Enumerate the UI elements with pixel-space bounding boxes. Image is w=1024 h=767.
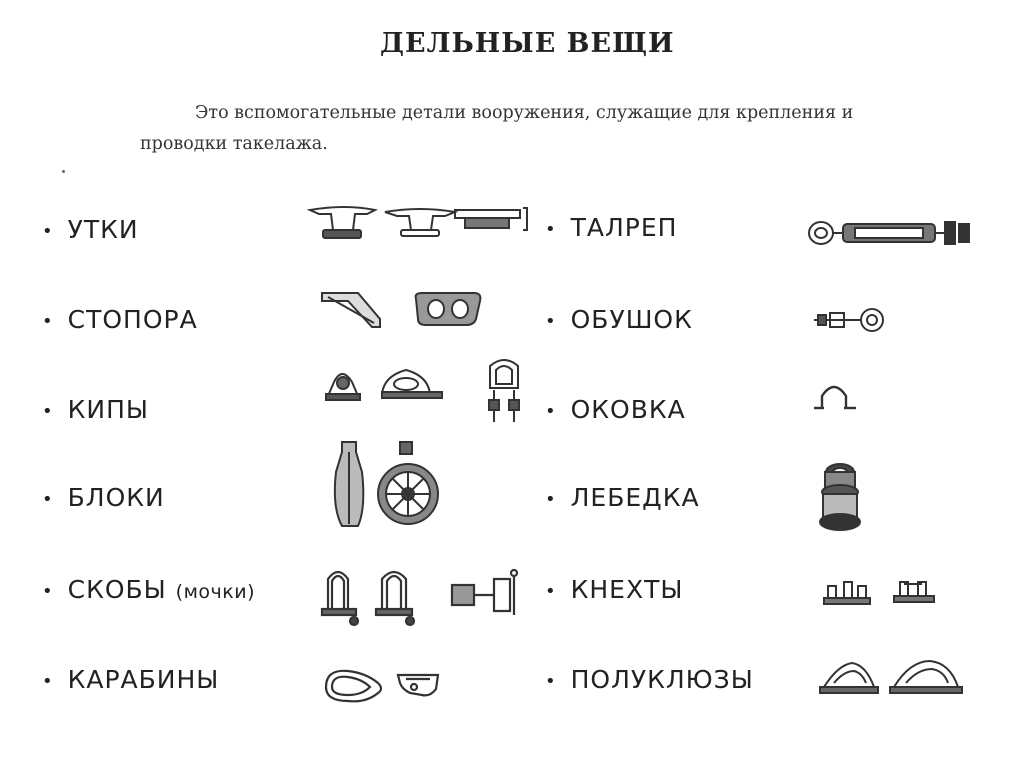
item-label: ОКОВКА — [570, 395, 686, 424]
bullet: • — [545, 218, 557, 240]
cleat-illustration — [305, 200, 530, 245]
stopper-illustration — [318, 285, 488, 335]
bullet: • — [545, 580, 557, 602]
shackle-illustration — [318, 565, 523, 630]
item-note: (мочки) — [175, 581, 256, 603]
bollard-illustration — [822, 572, 942, 608]
intro-text: Это вспомогательные детали вооружения, служащие для крепления и проводки такелажа. — [140, 103, 854, 154]
chock-illustration — [322, 356, 527, 431]
block-illustration — [322, 438, 457, 533]
item-label: УТКИ — [67, 215, 139, 244]
bullet: • — [42, 488, 54, 510]
bullet: • — [545, 310, 557, 332]
list-item-skoby — [42, 575, 255, 604]
item-label: КАРАБИНЫ — [67, 665, 220, 694]
list-item-knekhty — [545, 575, 683, 604]
bullet: • — [42, 670, 54, 692]
bullet: • — [42, 310, 54, 332]
item-label: КНЕХТЫ — [570, 575, 684, 604]
list-item-talrep — [545, 213, 677, 242]
carabiner-illustration — [318, 663, 448, 708]
item-label: ТАЛРЕП — [570, 213, 678, 242]
list-item-okovka — [545, 395, 686, 424]
item-label: ЛЕБЕДКА — [570, 483, 700, 512]
speck — [62, 170, 65, 173]
item-label: СКОБЫ — [67, 575, 167, 604]
list-item-utki — [42, 215, 139, 244]
item-label: ПОЛУКЛЮЗЫ — [570, 665, 754, 694]
item-label: СТОПОРА — [67, 305, 198, 334]
fairlead-illustration — [818, 655, 968, 700]
bullet: • — [545, 670, 557, 692]
page-title: ДЕЛЬНЫЕ ВЕЩИ — [380, 28, 675, 59]
turnbuckle-illustration — [805, 212, 975, 254]
list-item-stopora — [42, 305, 198, 334]
list-item-karabiny — [42, 665, 219, 694]
item-label: ОБУШОК — [570, 305, 693, 334]
bullet: • — [42, 580, 54, 602]
list-item-lebedka — [545, 483, 700, 512]
eye-plate-illustration — [810, 380, 860, 416]
winch-illustration — [815, 460, 865, 535]
eyebolt-illustration — [812, 305, 887, 335]
bullet: • — [42, 400, 54, 422]
bullet: • — [545, 400, 557, 422]
list-item-kipy — [42, 395, 149, 424]
bullet: • — [42, 220, 54, 242]
list-item-obushok — [545, 305, 693, 334]
list-item-bloki — [42, 483, 165, 512]
bullet: • — [545, 488, 557, 510]
item-label: КИПЫ — [67, 395, 149, 424]
item-label: БЛОКИ — [67, 483, 165, 512]
list-item-poluklyuzy — [545, 665, 754, 694]
